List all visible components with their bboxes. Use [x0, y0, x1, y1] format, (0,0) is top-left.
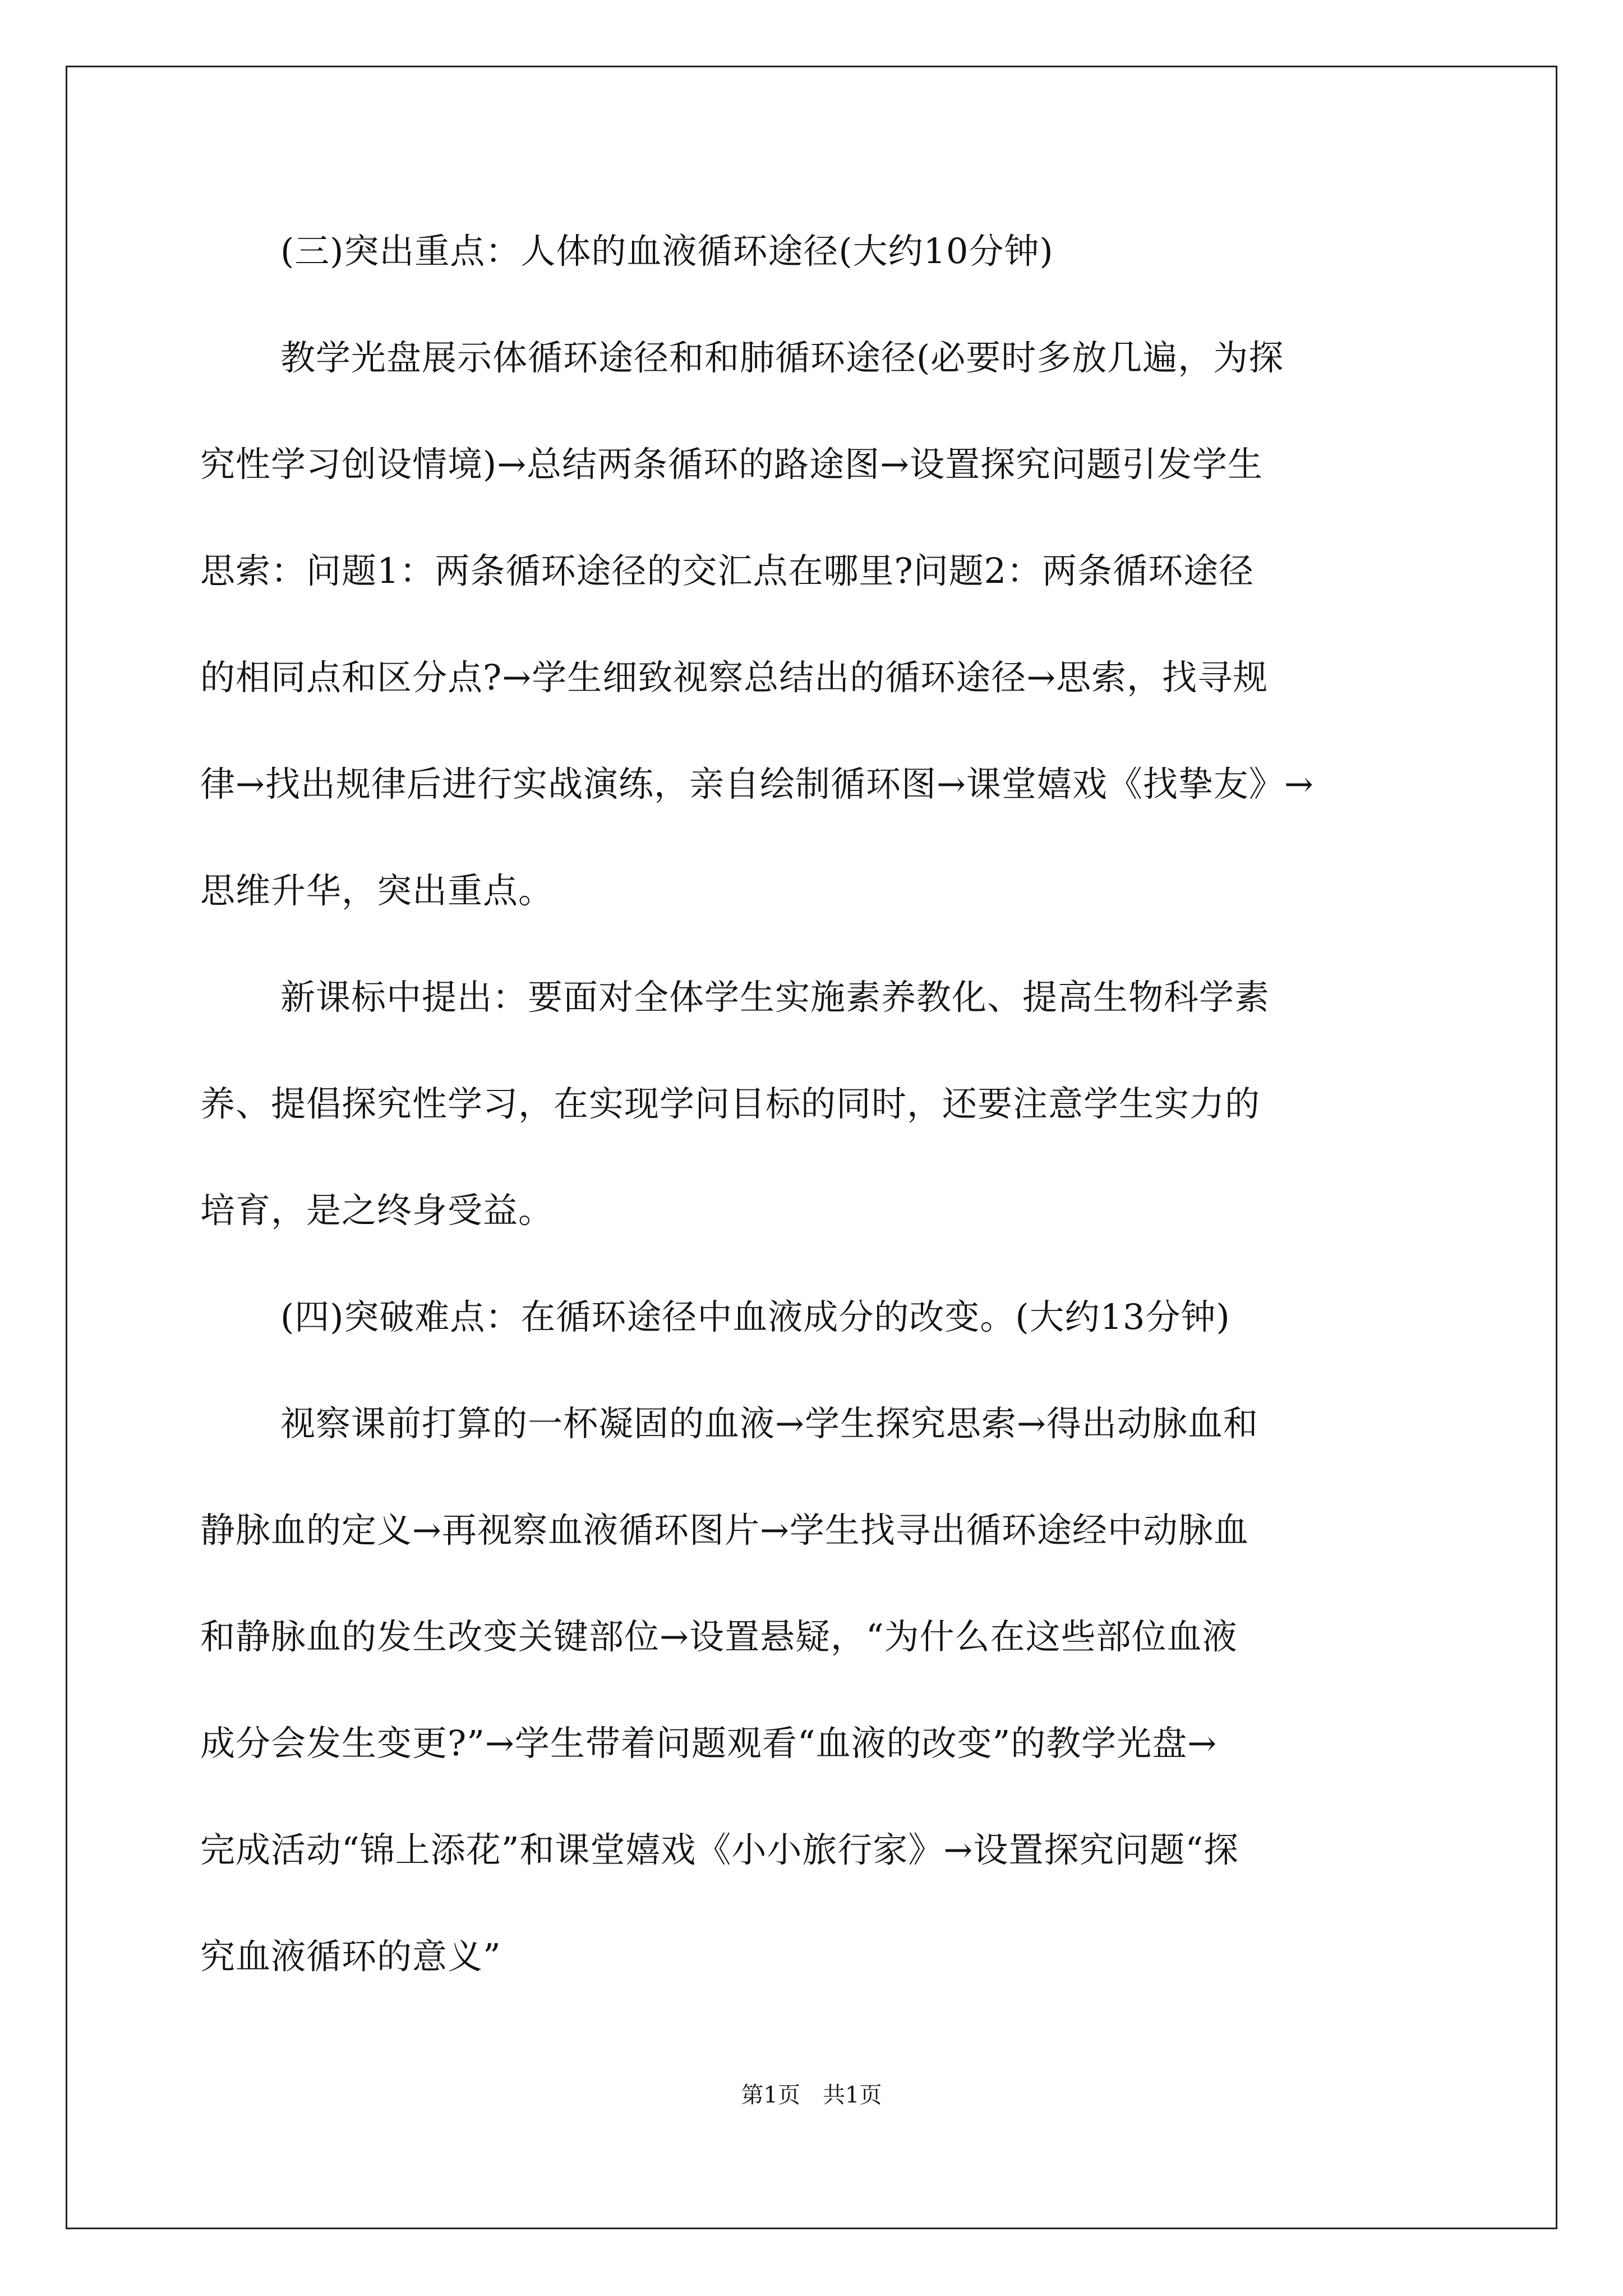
section-heading-4: (四)突破难点：在循环途径中血液成分的改变。(大约13分钟) — [280, 1296, 1230, 1337]
page-footer: 第1页 共1页 — [741, 2082, 882, 2108]
paragraph-line: 视察课前打算的一杯凝固的血液→学生探究思索→得出动脉血和 — [280, 1403, 1258, 1444]
paragraph-line: 思维升华，突出重点。 — [200, 870, 554, 911]
paragraph-line: 静脉血的定义→再视察血液循环图片→学生找寻出循环途经中动脉血 — [200, 1510, 1249, 1550]
paragraph-line: 思索：问题1：两条循环途径的交汇点在哪里?问题2：两条循环途径 — [200, 550, 1255, 591]
paragraph-line: 律→找出规律后进行实战演练，亲自绘制循环图→课堂嬉戏《找挚友》→ — [200, 763, 1314, 804]
paragraph-line: 新课标中提出：要面对全体学生实施素养教化、提高生物科学素 — [280, 977, 1270, 1018]
paragraph-line: 培育，是之终身受益。 — [200, 1190, 554, 1231]
paragraph-line: 的相同点和区分点?→学生细致视察总结出的循环途径→思索，找寻规 — [200, 657, 1269, 698]
paragraph-line: 完成活动“锦上添花”和课堂嬉戏《小小旅行家》→设置探究问题“探 — [200, 1829, 1239, 1870]
paragraph-line: 究血液循环的意义” — [200, 1936, 501, 1977]
page-border — [66, 66, 1557, 2229]
paragraph-line: 教学光盘展示体循环途径和和肺循环途径(必要时多放几遍，为探 — [280, 337, 1284, 378]
paragraph-line: 和静脉血的发生改变关键部位→设置悬疑，“为什么在这些部位血液 — [200, 1616, 1238, 1657]
paragraph-line: 成分会发生变更?”→学生带着问题观看“血液的改变”的教学光盘→ — [200, 1723, 1218, 1764]
paragraph-line: 养、提倡探究性学习，在实现学问目标的同时，还要注意学生实力的 — [200, 1083, 1261, 1124]
paragraph-line: 究性学习创设情境)→总结两条循环的路途图→设置探究问题引发学生 — [200, 444, 1264, 485]
section-heading-3: (三)突出重点：人体的血液循环途径(大约10分钟) — [280, 231, 1054, 272]
